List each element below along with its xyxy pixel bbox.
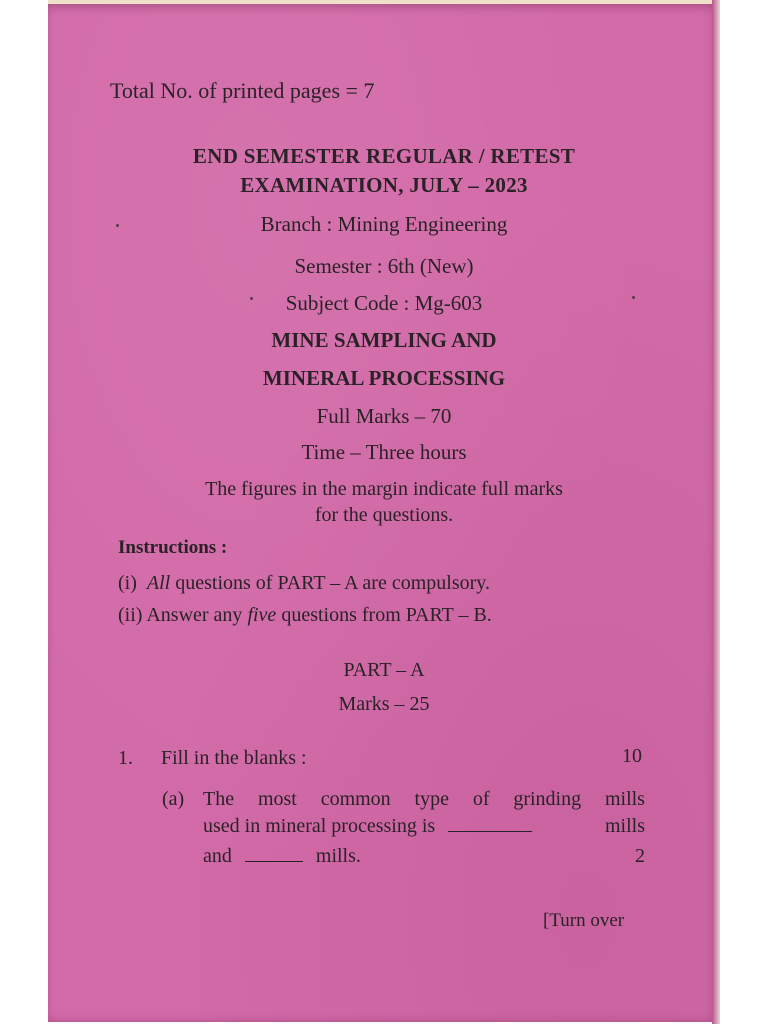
figures-note-line1: The figures in the margin indicate full marks <box>205 478 563 500</box>
instructions-heading: Instructions : <box>118 537 228 558</box>
figures-note-line2: for the questions. <box>314 504 454 526</box>
line-text: used in mineral processing is <box>203 815 436 837</box>
instruction-emphasis: All <box>146 572 171 594</box>
printed-pages-count: Total No. of printed pages = 7 <box>110 78 375 103</box>
sub-question-line1 <box>203 788 645 811</box>
question-marks: 10 <box>622 745 642 767</box>
sub-question-line3 <box>203 845 645 868</box>
subject-title-line2: MINERAL PROCESSING <box>262 366 506 390</box>
part-a-marks: Marks – 25 <box>338 693 430 715</box>
instruction-number: (i) <box>118 572 137 594</box>
instruction-text-pre: Answer any <box>146 604 243 626</box>
question-number: 1. <box>118 747 133 769</box>
sub-question-marks: 2 <box>635 845 645 867</box>
instruction-text: questions of PART – A are compulsory. <box>175 572 490 594</box>
sub-question-line2 <box>203 815 645 838</box>
instruction-number: (ii) <box>118 604 143 626</box>
question-text: Fill in the blanks : <box>161 747 307 769</box>
part-a-title: PART – A <box>343 659 425 681</box>
line-text: mills. <box>315 845 361 867</box>
time-label: Time – Three hours <box>301 440 467 464</box>
line-text: mills <box>604 815 645 837</box>
subject-title-line1: MINE SAMPLING AND <box>271 328 497 352</box>
turn-over-note: [Turn over <box>543 910 625 931</box>
word: type <box>414 788 449 810</box>
word: of <box>472 788 490 810</box>
exam-title-line1: END SEMESTER REGULAR / RETEST <box>192 144 576 168</box>
instruction-item-1 <box>118 572 490 595</box>
full-marks-label: Full Marks – 70 <box>316 404 452 428</box>
answer-blank <box>245 847 303 862</box>
word: The <box>203 788 235 810</box>
sub-question-label: (a) <box>162 788 185 810</box>
semester-label: Semester : 6th (New) <box>294 254 474 278</box>
instruction-emphasis: five <box>247 604 277 626</box>
subject-code-label: Subject Code : Mg-603 <box>285 291 483 315</box>
line-text: and <box>203 845 232 867</box>
word: common <box>320 788 391 810</box>
answer-blank <box>448 817 532 832</box>
instruction-item-2 <box>118 604 492 627</box>
exam-title-line2: EXAMINATION, JULY – 2023 <box>240 173 528 197</box>
word: mills <box>604 788 645 810</box>
word: grinding <box>513 788 582 810</box>
branch-label: Branch : Mining Engineering <box>260 212 508 236</box>
instruction-text: questions from PART – B. <box>281 604 492 626</box>
word: most <box>257 788 297 810</box>
